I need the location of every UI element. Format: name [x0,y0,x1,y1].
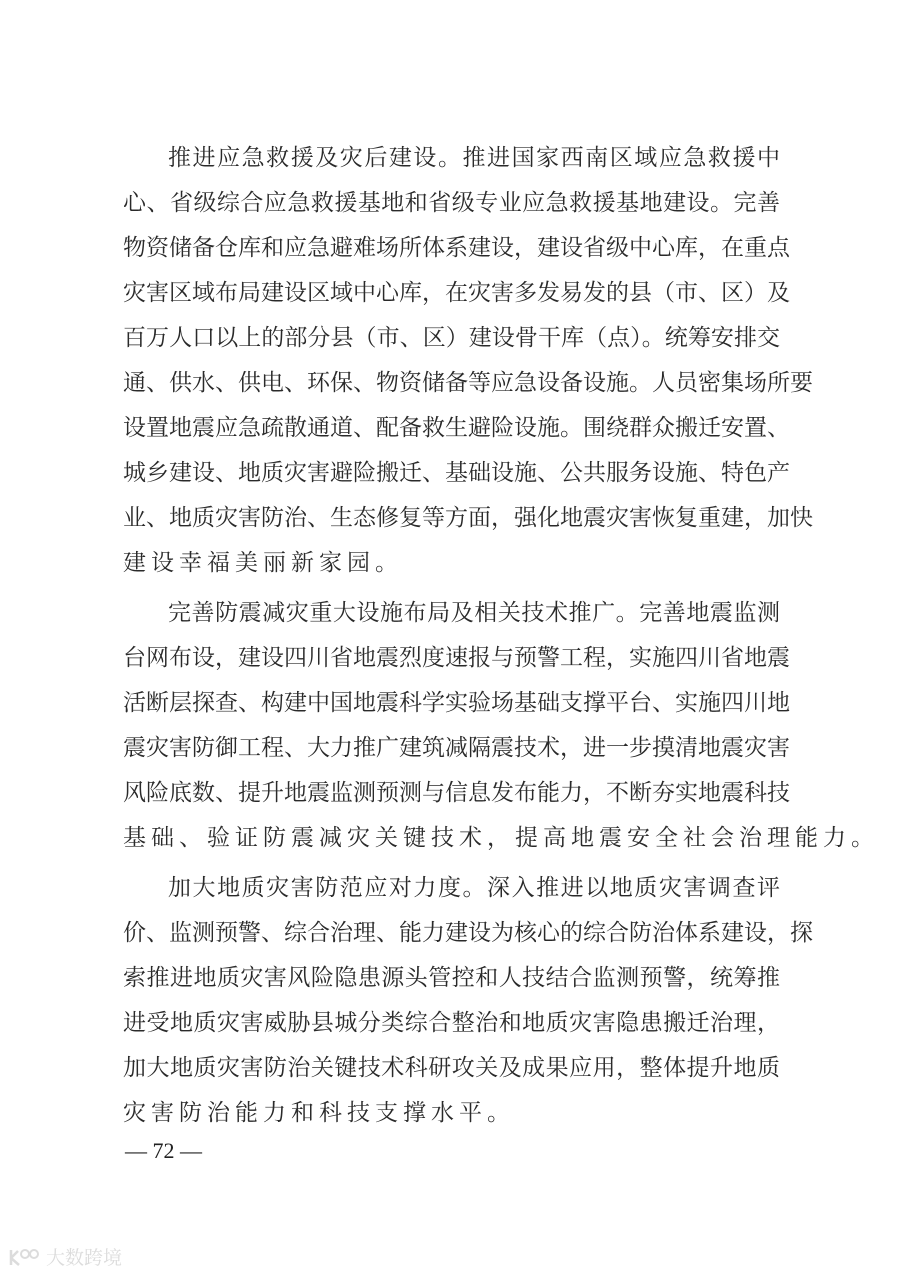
text-line: 百万人口以上的部分县（市、区）建设骨干库（点）。统筹安排交 [123,325,780,351]
paragraph-earthquake-facilities [123,591,879,861]
text-line: 灾害防治能力和科技支撑水平。 [123,1100,515,1126]
text-line: 心、省级综合应急救援基地和省级专业应急救援基地建设。完善 [123,190,780,216]
text-line: 灾害区域布局建设区域中心库，在灾害多发易发的县（市、区）及 [123,280,790,306]
paragraph-emergency-rescue [123,136,813,586]
text-line: 活断层探查、构建中国地震科学实验场基础支撑平台、实施四川地 [123,690,790,716]
text-line: 完善防震减灾重大设施布局及相关技术推广。完善地震监测 [168,600,780,626]
text-line: 通、供水、供电、环保、物资储备等应急设备设施。人员密集场所要 [123,370,813,396]
text-line: 台网布设，建设四川省地震烈度速报与预警工程，实施四川省地震 [123,645,790,671]
text-line: 加大地质灾害防范应对力度。深入推进以地质灾害调查评 [168,875,780,901]
text-line: 物资储备仓库和应急避难场所体系建设，建设省级中心库，在重点 [123,235,790,261]
text-line: 进受地质灾害威胁县城分类综合整治和地质灾害隐患搬迁治理， [123,1010,780,1036]
text-line: 索推进地质灾害风险隐患源头管控和人技结合监测预警，统筹推 [123,965,780,991]
text-line: 加大地质灾害防治关键技术科研攻关及成果应用，整体提升地质 [123,1055,780,1081]
watermark [8,1243,122,1270]
paragraph-geological-disaster [123,866,813,1136]
text-line: 推进应急救援及灾后建设。推进国家西南区域应急救援中 [168,145,780,171]
text-line: 基础、验证防震减灾关键技术，提高地震安全社会治理能力。 [123,825,879,851]
watermark-logo-icon [8,1247,40,1267]
text-line: 城乡建设、地质灾害避险搬迁、基础设施、公共服务设施、特色产 [123,460,790,486]
text-line: 业、地质灾害防治、生态修复等方面，强化地震灾害恢复重建，加快 [123,505,813,531]
watermark-text: 大数跨境 [46,1247,123,1269]
text-line: 震灾害防御工程、大力推广建筑减隔震技术，进一步摸清地震灾害 [123,735,790,761]
text-line: 设置地震应急疏散通道、配备救生避险设施。围绕群众搬迁安置、 [123,415,790,441]
text-line: 风险底数、提升地震监测预测与信息发布能力，不断夯实地震科技 [123,780,790,806]
page-number: — 72 — [125,1138,202,1163]
text-line: 价、监测预警、综合治理、能力建设为核心的综合防治体系建设，探 [123,920,813,946]
text-line: 建设幸福美丽新家园。 [123,550,403,576]
